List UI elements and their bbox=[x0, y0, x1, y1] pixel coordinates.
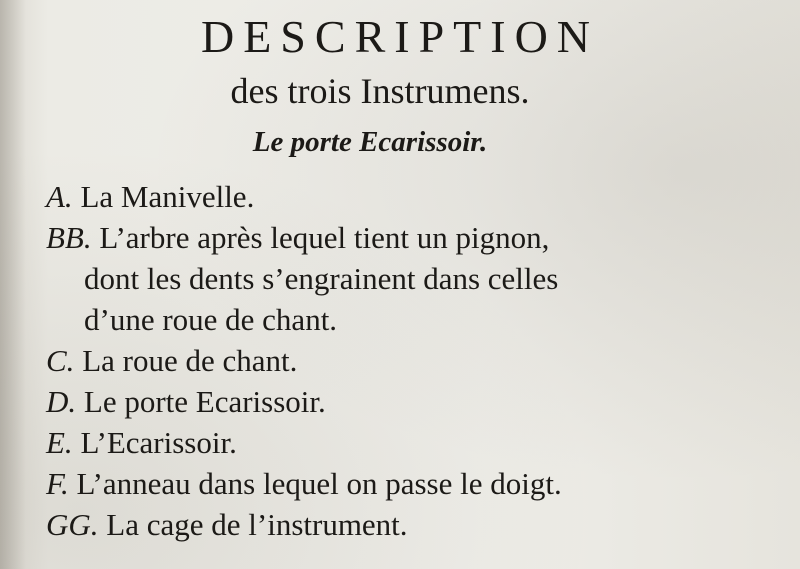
entry-key: F. bbox=[46, 466, 69, 501]
legend-list bbox=[46, 176, 786, 545]
entry-text: L’Ecarissoir. bbox=[72, 425, 237, 460]
legend-entry-a bbox=[46, 176, 786, 217]
entry-text: La Manivelle. bbox=[72, 179, 255, 214]
entry-text: Le porte Ecarissoir. bbox=[76, 384, 326, 419]
legend-entry-gg bbox=[46, 504, 786, 545]
entry-key: A. bbox=[46, 179, 73, 214]
legend-entry-d bbox=[46, 381, 786, 422]
entry-text: L’anneau dans lequel on passe le doigt. bbox=[68, 466, 562, 501]
entry-key: BB. bbox=[46, 220, 92, 255]
entry-text: L’arbre après lequel tient un pignon, bbox=[91, 220, 550, 255]
entry-text: La roue de chant. bbox=[74, 343, 298, 378]
legend-entry-bb bbox=[46, 217, 786, 340]
page-subtitle: des trois Instrumens. bbox=[230, 71, 530, 111]
entry-text: La cage de l’instrument. bbox=[98, 507, 408, 542]
entry-key: GG. bbox=[46, 507, 99, 542]
entry-continuation: d’une roue de chant. bbox=[84, 302, 338, 337]
entry-key: E. bbox=[46, 425, 73, 460]
page-title: DESCRIPTION bbox=[200, 11, 600, 62]
legend-entry-e bbox=[46, 422, 786, 463]
entry-key: D. bbox=[46, 384, 77, 419]
legend-entry-f bbox=[46, 463, 786, 504]
legend-entry-c bbox=[46, 340, 786, 381]
entry-continuation: dont les dents s’engrainent dans celles bbox=[84, 261, 559, 296]
section-heading: Le porte Ecarissoir. bbox=[252, 126, 488, 158]
entry-key: C. bbox=[46, 343, 75, 378]
